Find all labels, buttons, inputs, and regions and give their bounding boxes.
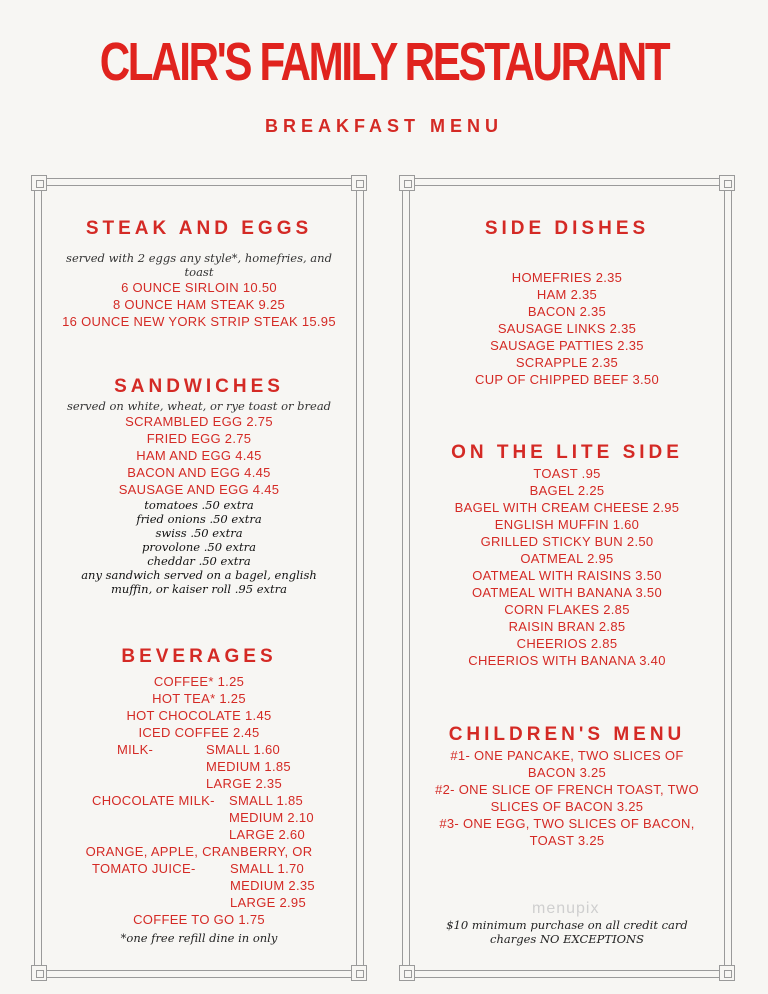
juice-label: TOMATO JUICE-: [92, 861, 196, 876]
corner-ornament: [351, 965, 367, 981]
steak-heading: STEAK AND EGGS: [85, 218, 313, 239]
size-price: MEDIUM 2.35: [230, 878, 315, 893]
menu-item: #3- ONE EGG, TWO SLICES OF BACON,: [439, 816, 695, 831]
menu-item: CUP OF CHIPPED BEEF 3.50: [475, 372, 659, 387]
corner-ornament: [399, 175, 415, 191]
menu-item: TOAST .95: [533, 466, 601, 481]
size-price: MEDIUM 2.10: [229, 810, 314, 825]
menu-item: BAGEL 2.25: [529, 483, 605, 498]
menu-item: SLICES OF BACON 3.25: [490, 799, 644, 814]
menu-item: COFFEE TO GO 1.75: [133, 912, 265, 927]
extra-note: any sandwich served on a bagel, english: [81, 568, 317, 582]
sandwiches-section: [35, 375, 363, 596]
menu-item: FRIED EGG 2.75: [146, 431, 252, 446]
menu-item: ICED COFFEE 2.45: [138, 725, 260, 740]
extra-note: provolone .50 extra: [142, 540, 256, 554]
menu-item: ORANGE, APPLE, CRANBERRY, OR: [85, 844, 313, 859]
milk-row: [206, 775, 363, 792]
menu-item: SAUSAGE AND EGG 4.45: [118, 482, 280, 497]
extra-note: fried onions .50 extra: [136, 512, 262, 526]
menu-item: HOMEFRIES 2.35: [511, 270, 623, 285]
menu-item: OATMEAL 2.95: [520, 551, 614, 566]
menu-item: HOT CHOCOLATE 1.45: [126, 708, 272, 723]
menu-item: SCRAMBLED EGG 2.75: [125, 414, 273, 429]
menu-subtitle: BREAKFAST MENU: [264, 116, 503, 136]
choc-milk-row: [229, 826, 363, 843]
beverages-section: [35, 645, 363, 945]
choc-milk-row: [92, 792, 363, 809]
menu-item: BACON AND EGG 4.45: [127, 465, 271, 480]
menu-item: SCRAPPLE 2.35: [515, 355, 619, 370]
size-price: LARGE 2.60: [229, 827, 305, 842]
minimum-line: $10 minimum purchase on all credit card: [446, 918, 688, 932]
size-price: MEDIUM 1.85: [206, 759, 291, 774]
menu-item: BAGEL WITH CREAM CHEESE 2.95: [454, 500, 680, 515]
right-menu-panel: [402, 178, 732, 978]
menu-item: HAM AND EGG 4.45: [136, 448, 262, 463]
menu-item: TOAST 3.25: [529, 833, 605, 848]
menu-item: 8 OUNCE HAM STEAK 9.25: [112, 297, 286, 312]
menu-item: HOT TEA* 1.25: [152, 691, 246, 706]
size-price: SMALL 1.70: [230, 861, 305, 876]
sides-section: [403, 217, 731, 388]
milk-row: [117, 741, 363, 758]
left-menu-panel: [34, 178, 364, 978]
beverages-heading: BEVERAGES: [121, 646, 277, 667]
juice-row: [230, 894, 363, 911]
size-price: SMALL 1.60: [206, 742, 281, 757]
lite-section: [403, 441, 731, 669]
menu-item: CHEERIOS 2.85: [516, 636, 618, 651]
steak-section: [35, 217, 363, 330]
sandwiches-note: served on white, wheat, or rye toast or bread: [66, 399, 332, 413]
menu-item: GRILLED STICKY BUN 2.50: [480, 534, 654, 549]
corner-ornament: [351, 175, 367, 191]
menu-item: ENGLISH MUFFIN 1.60: [494, 517, 640, 532]
extra-note: muffin, or kaiser roll .95 extra: [111, 582, 287, 596]
extra-note: cheddar .50 extra: [147, 554, 251, 568]
milk-row: [206, 758, 363, 775]
corner-ornament: [719, 175, 735, 191]
menu-item: COFFEE* 1.25: [153, 674, 245, 689]
corner-ornament: [31, 965, 47, 981]
menu-item: SAUSAGE PATTIES 2.35: [490, 338, 644, 353]
menu-item: HAM 2.35: [536, 287, 598, 302]
juice-row: [92, 860, 363, 877]
milk-label: MILK-: [117, 742, 154, 757]
children-heading: CHILDREN'S MENU: [448, 724, 686, 745]
menu-item: RAISIN BRAN 2.85: [508, 619, 626, 634]
menu-item: 16 OUNCE NEW YORK STRIP STEAK 15.95: [62, 314, 336, 329]
menu-item: OATMEAL WITH RAISINS 3.50: [472, 568, 662, 583]
corner-ornament: [31, 175, 47, 191]
extra-note: swiss .50 extra: [155, 526, 243, 540]
sides-heading: SIDE DISHES: [484, 218, 650, 239]
corner-ornament: [719, 965, 735, 981]
menu-item: BACON 3.25: [527, 765, 607, 780]
menu-item: CORN FLAKES 2.85: [504, 602, 630, 617]
corner-ornament: [399, 965, 415, 981]
steak-note: served with 2 eggs any style*, homefries, and toast: [66, 251, 332, 279]
minimum-purchase-note: [403, 918, 731, 946]
menu-item: BACON 2.35: [527, 304, 607, 319]
size-price: LARGE 2.35: [206, 776, 282, 791]
menu-item: #1- ONE PANCAKE, TWO SLICES OF: [450, 748, 684, 763]
menu-item: 6 OUNCE SIRLOIN 10.50: [121, 280, 277, 295]
size-price: SMALL 1.85: [229, 793, 304, 808]
menu-item: SAUSAGE LINKS 2.35: [497, 321, 637, 336]
size-price: LARGE 2.95: [230, 895, 306, 910]
menu-item: OATMEAL WITH BANANA 3.50: [472, 585, 662, 600]
choc-milk-row: [229, 809, 363, 826]
refill-footnote: *one free refill dine in only: [120, 931, 278, 945]
choc-milk-label: CHOCOLATE MILK-: [92, 793, 215, 808]
extra-note: tomatoes .50 extra: [144, 498, 254, 512]
menu-item: #2- ONE SLICE OF FRENCH TOAST, TWO: [435, 782, 699, 797]
children-section: [403, 723, 731, 849]
sandwiches-heading: SANDWICHES: [114, 376, 284, 397]
restaurant-title: CLAIR'S FAMILY RESTAURANT: [99, 32, 669, 92]
minimum-line: charges NO EXCEPTIONS: [490, 932, 644, 946]
lite-heading: ON THE LITE SIDE: [451, 442, 683, 463]
watermark-logo: menupix: [532, 900, 600, 917]
menu-item: CHEERIOS WITH BANANA 3.40: [468, 653, 666, 668]
juice-row: [230, 877, 363, 894]
